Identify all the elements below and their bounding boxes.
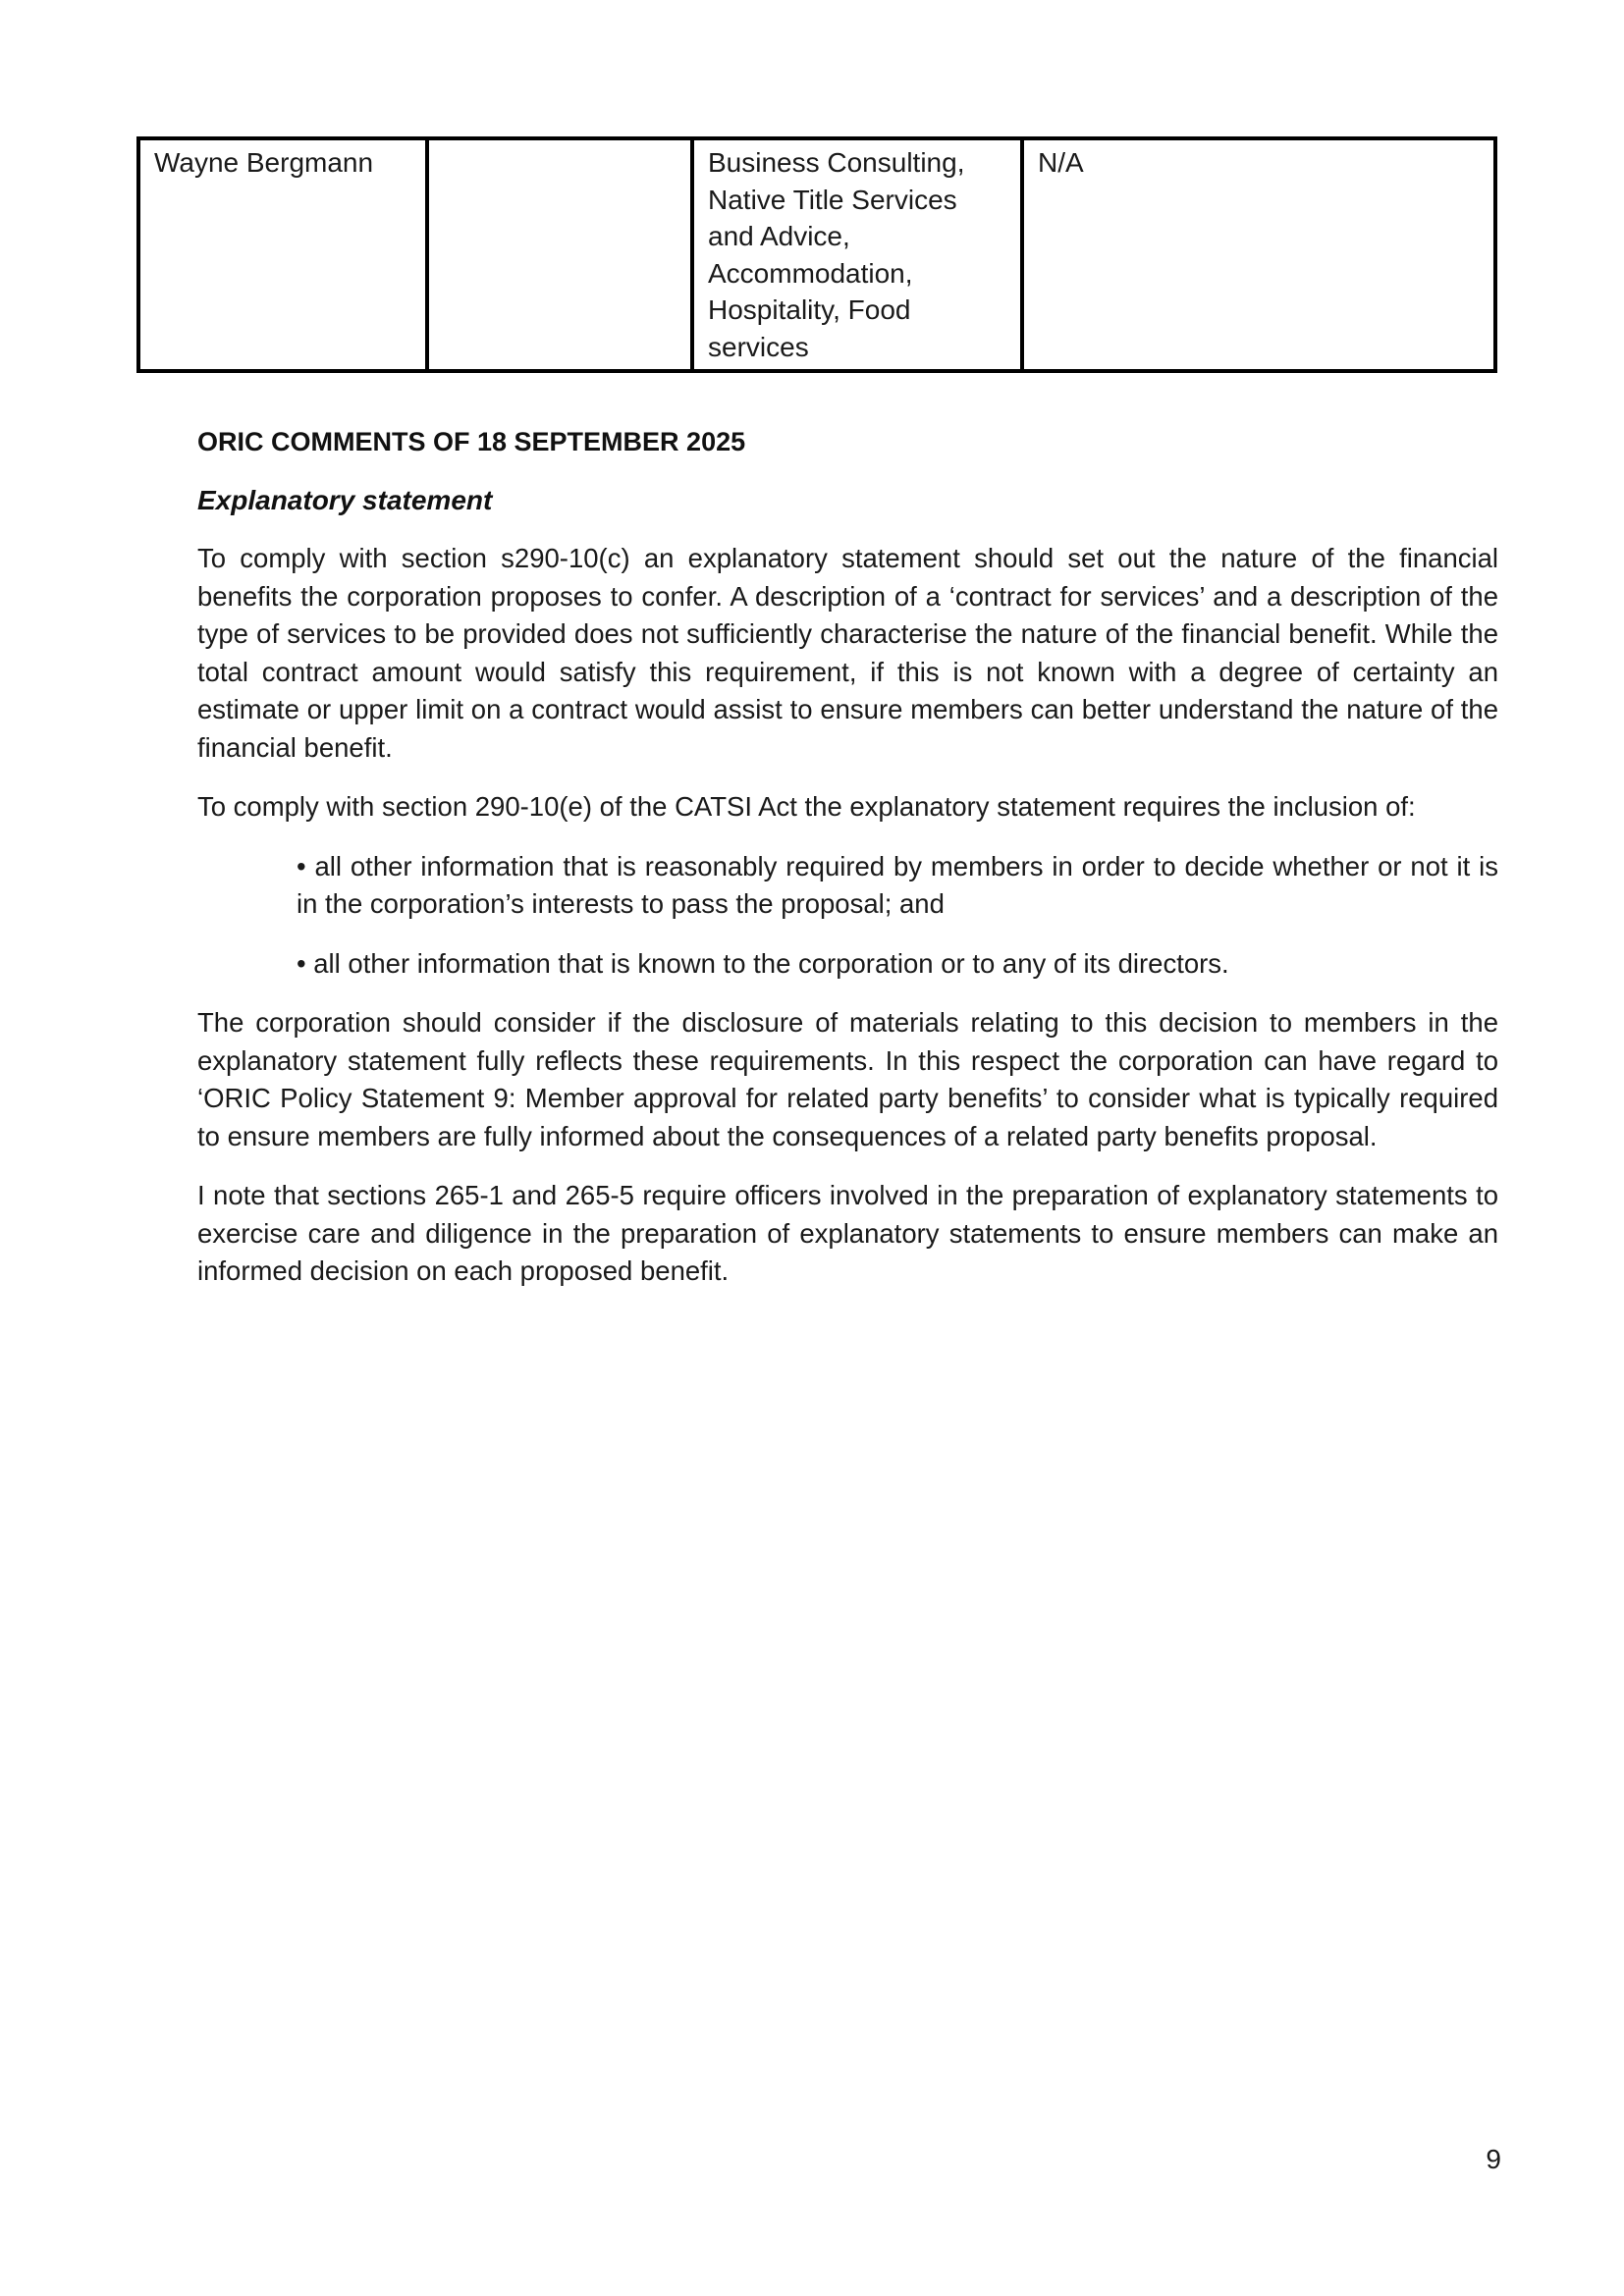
- section-subheading: Explanatory statement: [197, 485, 493, 515]
- paragraph-1: To comply with section s290-10(c) an explanatory statement should set out the nature of the financial benefits the corporation proposes to confer. A description of a ‘contract for services’ and a description of the type of services to be provided does not sufficiently characterise the nature of the financial benefit. While the total contract amount would satisfy this requirement, if this is not known with a degree of certainty an estimate or upper limit on a contract would assist to ensure members can better understand the nature of the financial benefit.: [197, 543, 1498, 763]
- related-party-table: [136, 136, 1497, 373]
- table-cell-name: Wayne Bergmann: [138, 138, 427, 371]
- page-number: 9: [1486, 2144, 1501, 2174]
- section-heading: ORIC COMMENTS OF 18 SEPTEMBER 2025: [197, 427, 746, 456]
- bullet-list: [197, 848, 1498, 984]
- bullet-item-1: • all other information that is reasonably required by members in order to decide whether or not it is in the corporation’s interests to pass the proposal; and: [297, 850, 1498, 919]
- table-cell-other: N/A: [1022, 138, 1495, 371]
- comments-section: [197, 422, 1498, 1312]
- bullet-item-2: • all other information that is known to the corporation or to any of its directors.: [297, 947, 1229, 979]
- table-cell-services: Business Consulting, Native Title Services and Advice, Accommodation, Hospitality, Food services: [692, 138, 1022, 371]
- paragraph-4: I note that sections 265-1 and 265-5 require officers involved in the preparation of explanatory statements to exercise care and diligence in the preparation of explanatory statements to ensure members can make an informed decision on each proposed benefit.: [197, 1180, 1498, 1286]
- paragraph-3: The corporation should consider if the disclosure of materials relating to this decision to members in the explanatory statement fully reflects these requirements. In this respect the corporation can have regard to ‘ORIC Policy Statement 9: Member approval for related party benefits’ to consider what is typically required to ensure members are fully informed about the consequences of a related party benefits proposal.: [197, 1007, 1498, 1151]
- table-row: [138, 138, 1495, 371]
- table-cell-empty: [427, 138, 692, 371]
- paragraph-2: To comply with section 290-10(e) of the CATSI Act the explanatory statement requires the inclusion of:: [197, 791, 1416, 822]
